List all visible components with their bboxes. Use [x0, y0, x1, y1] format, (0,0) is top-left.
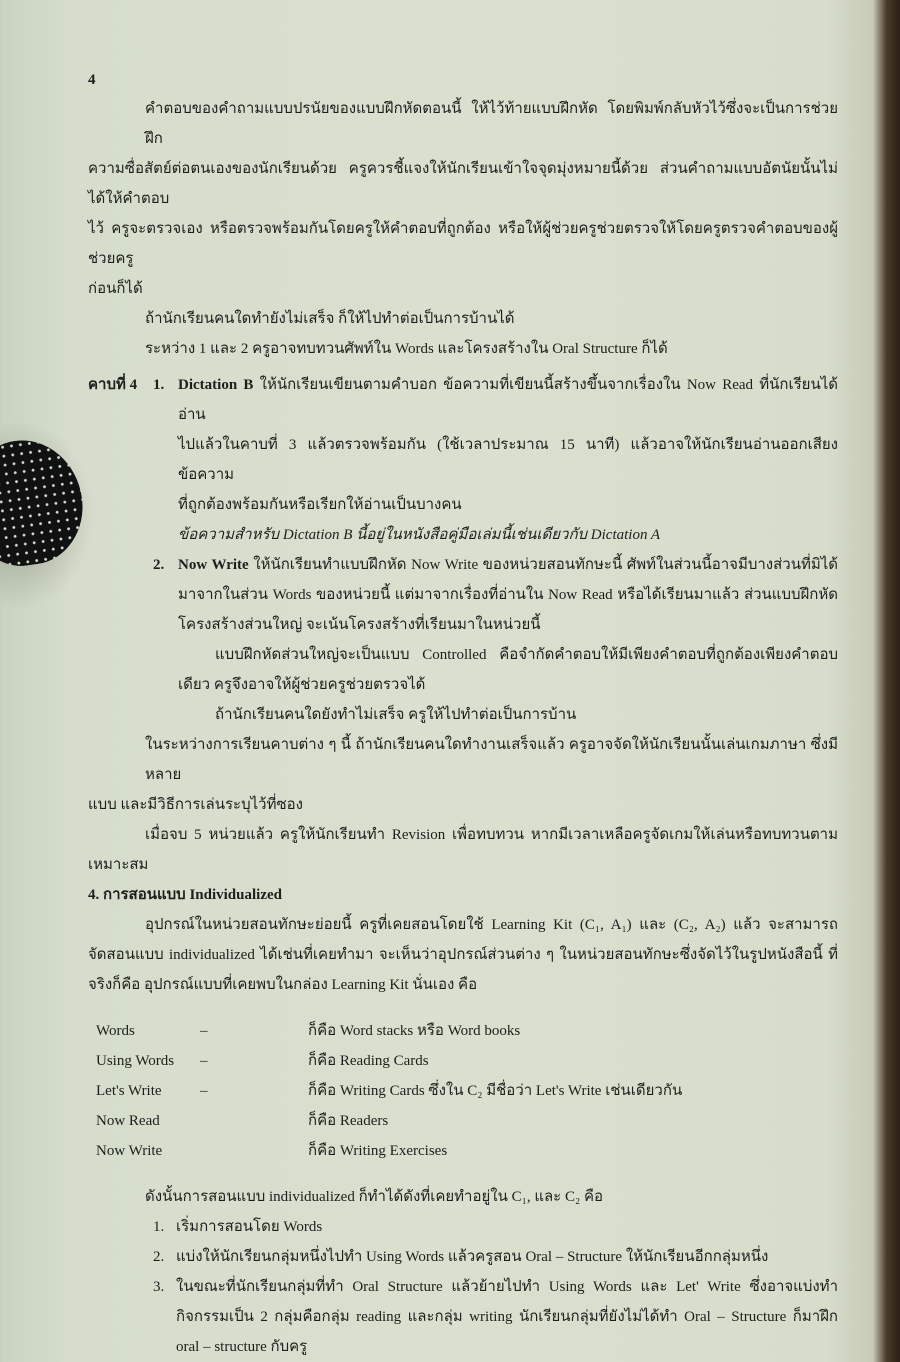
mapping-term: Now Write: [96, 1143, 163, 1159]
paragraph-line: เมื่อจบ 5 หน่วยแล้ว ครูให้นักเรียนทำ Revision เพื่อทบทวน หากมีเวลาเหลือครูจัดเกมให้เล่นหรือทบทวนตาม: [145, 827, 838, 843]
step-number: 1.: [153, 1219, 165, 1235]
step-text: ในขณะที่นักเรียนกลุ่มที่ทำ Oral Structure แล้วย้ายไปทำ Using Words และ Let' Write ซึ่งอาจแบ่งทำ: [176, 1279, 838, 1295]
paragraph-line: จริงก็คือ อุปกรณ์แบบที่เคยพบในกล่อง Learning Kit นั่นเอง คือ: [88, 977, 478, 993]
item-note: ข้อความสำหรับ Dictation B นี้อยู่ในหนังสือคู่มือเล่มนี้เช่นเดียวกับ Dictation A: [178, 527, 661, 543]
step-text: เริ่มการสอนโดย Words: [176, 1219, 323, 1235]
paragraph-line: ก่อนก็ได้: [88, 281, 143, 297]
item-number: 2.: [153, 557, 165, 573]
paragraph-line: ไว้ ครูจะตรวจเอง หรือตรวจพร้อมกันโดยครูให้คำตอบที่ถูกต้อง หรือให้ผู้ช่วยครูช่วยตรวจให้โดยครูตรวจคำตอบของผู้ช่วยครู: [88, 221, 838, 267]
mapping-meaning: ก็คือ Word stacks หรือ Word books: [308, 1023, 521, 1039]
mapping-term: Using Words: [96, 1053, 175, 1069]
item-text: แบบฝึกหัดส่วนใหญ่จะเป็นแบบ Controlled คือจำกัดคำตอบให้มีเพียงคำตอบที่ถูกต้องเพียงคำตอบ: [215, 647, 838, 663]
mapping-meaning: ก็คือ Writing Exercises: [308, 1143, 448, 1159]
step-text: กิจกรรมเป็น 2 กลุ่มคือกลุ่ม reading และกลุ่ม writing นักเรียนกลุ่มที่ยังไม่ได้ทำ Oral – Structure ก็มาฝึก: [176, 1309, 838, 1325]
item-dictation-b: [178, 370, 838, 550]
paragraph-line: คำตอบของคำถามแบบปรนัยของแบบฝึกหัดตอนนี้ ให้ไว้ท้ายแบบฝึกหัด โดยพิมพ์กลับหัวไว้ซึ่งจะเป็นการช่วยฝึก: [145, 101, 838, 147]
item-text: ที่ถูกต้องพร้อมกันหรือเรียกให้อ่านเป็นบางคน: [178, 497, 462, 513]
mapping-meaning: ก็คือ Readers: [308, 1113, 389, 1129]
step-number: 3.: [153, 1279, 165, 1295]
paragraph: ดังนั้นการสอนแบบ individualized ก็ทำได้ดังที่เคยทำอยู่ใน C₁, และ C₂ คือ: [145, 1189, 604, 1205]
document-page: [88, 68, 838, 1362]
mapping-dash: [200, 1136, 300, 1166]
mapping-meaning: ก็คือ Writing Cards ซึ่งใน C₂ มีชื่อว่า Let's Write เช่นเดียวกัน: [308, 1083, 683, 1099]
mapping-list: [88, 1016, 838, 1166]
item-text: เดียว ครูจึงอาจให้ผู้ช่วยครูช่วยตรวจได้: [178, 677, 426, 693]
paragraph-line: อุปกรณ์ในหน่วยสอนทักษะย่อยนี้ ครูที่เคยสอนโดยใช้ Learning Kit (C₁, A₁) และ (C₂, A₂) แล้ว จะสามารถ: [145, 917, 838, 933]
item-text: ให้นักเรียนทำแบบฝึกหัด Now Write ของหน่วยสอนทักษะนี้ ศัพท์ในส่วนนี้อาจมีบางส่วนที่มิได้: [253, 557, 839, 573]
item-number: 1.: [153, 377, 165, 393]
mapping-meaning: ก็คือ Reading Cards: [308, 1053, 429, 1069]
item-now-write-block: [88, 550, 838, 730]
paragraph-line: จัดสอนแบบ individualized ได้เช่นที่เคยทำมา จะเห็นว่าอุปกรณ์ส่วนต่าง ๆ ในหน่วยสอนทักษะซึ่งจัดไว้ในรูปหนังสือนี้ ที่: [88, 947, 838, 963]
period-label: คาบที่ 4: [88, 377, 138, 393]
step-text: แบ่งให้นักเรียนกลุ่มหนึ่งไปทำ Using Words แล้วครูสอน Oral – Structure ให้นักเรียนอีกกลุ่มหนึ่ง: [176, 1249, 769, 1265]
mapping-term: Words: [96, 1023, 135, 1039]
step: [153, 1272, 838, 1362]
item-text: ถ้านักเรียนคนใดยังทำไม่เสร็จ ครูให้ไปทำต่อเป็นการบ้าน: [215, 707, 577, 723]
item-text: โครงสร้างส่วนใหญ่ จะเน้นโครงสร้างที่เรียนมาในหน่วยนี้: [178, 617, 541, 633]
item-title: Dictation B: [178, 377, 254, 393]
paragraph-line: ในระหว่างการเรียนคาบต่าง ๆ นี้ ถ้านักเรียนคนใดทำงานเสร็จแล้ว ครูอาจจัดให้นักเรียนนั้นเล่นเกมภาษา ซึ่งมีหลาย: [145, 737, 838, 783]
mapping-dash: [200, 1106, 300, 1136]
mapping-dash: –: [200, 1053, 208, 1069]
mapping-dash: –: [200, 1023, 208, 1039]
paragraph: ระหว่าง 1 และ 2 ครูอาจทบทวนศัพท์ใน Words และโครงสร้างใน Oral Structure ก็ได้: [145, 341, 668, 357]
step-number: 2.: [153, 1249, 165, 1265]
item-title: Now Write: [178, 557, 249, 573]
steps-list: [88, 1212, 838, 1362]
mapping-dash: –: [200, 1083, 208, 1099]
step: [153, 1212, 838, 1242]
item-text: ให้นักเรียนเขียนตามคำบอก ข้อความที่เขียนนี้สร้างขึ้นจากเรื่องใน Now Read ที่นักเรียนได้อ่าน: [178, 377, 839, 423]
page-number: 4: [88, 72, 96, 88]
step-text: oral – structure กับครู: [176, 1339, 308, 1355]
item-text: มาจากในส่วน Words ของหน่วยนี้ แต่มาจากเรื่องที่อ่านใน Now Read หรือได้เรียนมาแล้ว ส่วนแบบฝึกหัด: [178, 587, 838, 603]
mapping-term: Now Read: [96, 1113, 160, 1129]
section-heading: 4. การสอนแบบ Individualized: [88, 887, 282, 903]
paragraph-line: ความซื่อสัตย์ต่อตนเองของนักเรียนด้วย ครูควรชี้แจงให้นักเรียนเข้าใจจุดมุ่งหมายนี้ด้วย ส่วนคำถามแบบอัตนัยนั้นไม่ได้ให้คำตอบ: [88, 161, 838, 207]
paragraph-line: เหมาะสม: [88, 857, 149, 873]
paragraph: ถ้านักเรียนคนใดทำยังไม่เสร็จ ก็ให้ไปทำต่อเป็นการบ้านได้: [145, 311, 515, 327]
item-now-write: [178, 550, 838, 730]
period-4-block: [88, 370, 838, 550]
paragraph-line: แบบ และมีวิธีการเล่นระบุไว้ที่ซอง: [88, 797, 303, 813]
mapping-term: Let's Write: [96, 1083, 162, 1099]
item-text: ไปแล้วในคาบที่ 3 แล้วตรวจพร้อมกัน (ใช้เวลาประมาณ 15 นาที) แล้วอาจให้นักเรียนอ่านออกเสียงข้อความ: [178, 437, 838, 483]
step: [153, 1242, 838, 1272]
